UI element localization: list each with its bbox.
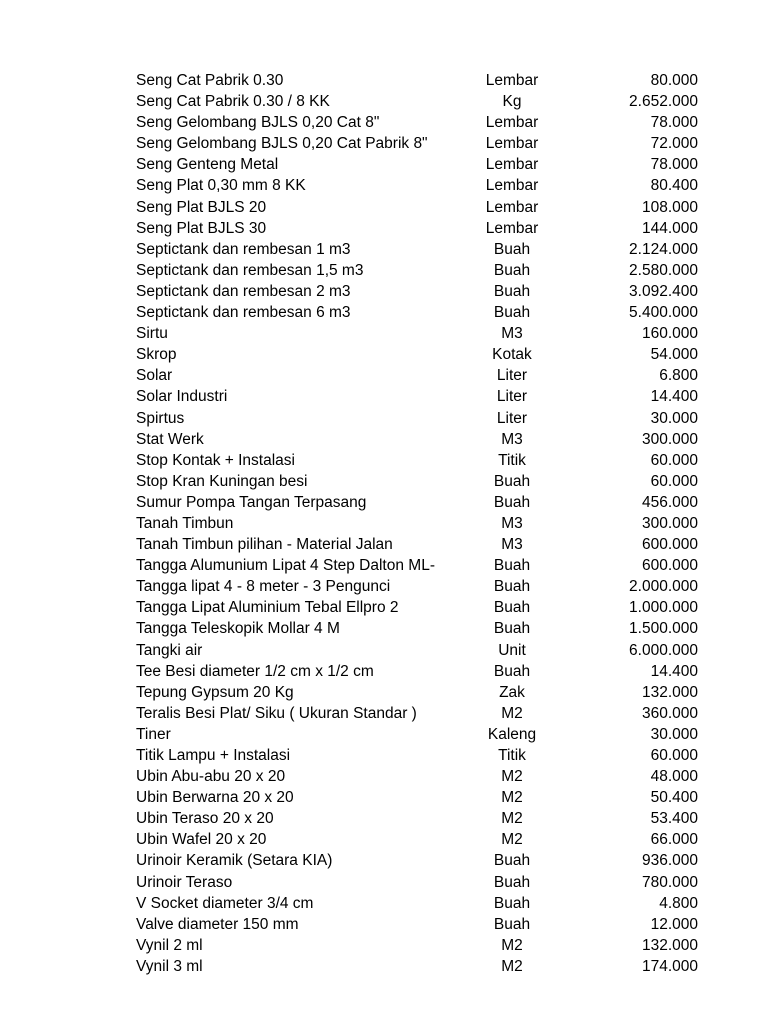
item-name: Seng Cat Pabrik 0.30 (136, 72, 284, 89)
item-name: Tiner (136, 725, 171, 743)
item-name: Tangki air (136, 641, 203, 659)
table-row (0, 850, 768, 871)
item-name: Seng Gelombang BJLS 0,20 Cat 8" (136, 114, 380, 132)
item-unit: Buah (493, 557, 531, 575)
item-price: 53.400 (650, 810, 698, 828)
item-price: 6.000.000 (629, 641, 698, 659)
item-price: 160.000 (641, 325, 698, 343)
table-row (0, 935, 768, 956)
item-unit: Buah (493, 662, 531, 680)
item-price: 780.000 (641, 873, 698, 891)
item-unit: Liter (496, 409, 528, 427)
item-price: 60.000 (650, 472, 698, 490)
item-price: 78.000 (650, 156, 698, 174)
item-name: Tangga Lipat Aluminium Tebal Ellpro 2 (136, 599, 399, 617)
item-unit: Buah (493, 620, 531, 638)
table-row (0, 175, 768, 196)
item-unit: M2 (501, 704, 523, 722)
item-price: 3.092.400 (629, 282, 698, 300)
table-row (0, 597, 768, 618)
item-unit: Buah (493, 599, 531, 617)
table-row (0, 555, 768, 576)
item-name: Ubin Teraso 20 x 20 (136, 810, 274, 828)
item-unit: Zak (499, 683, 525, 701)
item-name: Sumur Pompa Tangan Terpasang (136, 493, 367, 511)
item-name: Spirtus (136, 409, 185, 427)
table-row (0, 133, 768, 154)
table-row (0, 872, 768, 893)
item-price: 54.000 (650, 346, 698, 364)
item-name: Ubin Abu-abu 20 x 20 (136, 768, 286, 786)
item-name: Urinoir Teraso (136, 873, 233, 891)
item-unit: M2 (501, 768, 523, 786)
table-row (0, 323, 768, 344)
item-name: Septictank dan rembesan 6 m3 (136, 304, 351, 322)
table-row (0, 576, 768, 597)
item-name: V Socket diameter 3/4 cm (136, 894, 314, 912)
item-name: Tangga Teleskopik Mollar 4 M (136, 620, 340, 638)
item-unit: Titik (498, 747, 526, 764)
item-price: 108.000 (641, 198, 698, 216)
item-price: 5.400.000 (629, 304, 698, 322)
item-name: Vynil 2 ml (136, 936, 203, 954)
item-price: 174.000 (641, 957, 698, 975)
table-row (0, 640, 768, 661)
item-unit: Buah (493, 915, 531, 933)
item-price: 936.000 (641, 852, 698, 870)
table-row (0, 408, 768, 429)
item-price: 48.000 (650, 768, 698, 786)
item-unit: Lembar (485, 135, 539, 153)
item-unit: Lembar (485, 156, 539, 174)
item-price: 30.000 (650, 409, 698, 427)
table-row (0, 281, 768, 302)
item-name: Vynil 3 ml (136, 957, 203, 975)
table-row (0, 91, 768, 112)
table-row (0, 218, 768, 239)
table-row (0, 386, 768, 407)
item-price: 12.000 (650, 915, 698, 933)
item-name: Valve diameter 150 mm (136, 915, 299, 933)
item-price: 2.124.000 (629, 240, 698, 258)
item-unit: M3 (501, 325, 523, 343)
item-price: 60.000 (650, 747, 698, 764)
item-unit: Liter (496, 367, 528, 385)
item-name: Urinoir Keramik (Setara KIA) (136, 852, 333, 870)
item-name: Titik Lampu + Instalasi (136, 747, 291, 764)
item-unit: M2 (501, 831, 523, 849)
item-price: 60.000 (650, 451, 698, 469)
item-name: Seng Plat BJLS 20 (136, 198, 267, 216)
item-name: Stat Werk (136, 430, 204, 448)
table-row (0, 766, 768, 787)
table-row (0, 513, 768, 534)
table-row (0, 914, 768, 935)
item-unit: M2 (501, 810, 523, 828)
item-unit: Buah (493, 282, 531, 300)
item-name: Tangga lipat 4 - 8 meter - 3 Pengunci (136, 578, 391, 596)
item-unit: Liter (496, 388, 528, 406)
item-unit: Lembar (485, 219, 539, 237)
item-name: Septictank dan rembesan 1 m3 (136, 240, 351, 258)
item-name: Sirtu (136, 325, 168, 343)
item-price: 300.000 (641, 430, 698, 448)
item-unit: Lembar (485, 114, 539, 132)
table-row (0, 492, 768, 513)
item-unit: M2 (501, 936, 523, 954)
item-name: Tanah Timbun (136, 514, 234, 532)
table-row (0, 429, 768, 450)
item-unit: Kaleng (487, 725, 537, 743)
item-name: Tepung Gypsum 20 Kg (136, 683, 294, 701)
item-price: 2.580.000 (629, 261, 698, 279)
item-unit: Lembar (485, 72, 539, 89)
item-price: 600.000 (641, 536, 698, 554)
item-unit: Buah (493, 240, 531, 258)
item-unit: Unit (498, 641, 526, 659)
table-row (0, 302, 768, 323)
item-price: 50.400 (650, 789, 698, 807)
item-price: 14.400 (650, 388, 698, 406)
item-unit: M2 (501, 957, 523, 975)
table-row (0, 450, 768, 471)
item-name: Solar (136, 367, 173, 385)
item-unit: M3 (501, 514, 523, 532)
item-price: 600.000 (641, 557, 698, 575)
table-row (0, 893, 768, 914)
item-name: Teralis Besi Plat/ Siku ( Ukuran Standar ) (136, 704, 417, 722)
table-row (0, 239, 768, 260)
item-price: 30.000 (650, 725, 698, 743)
item-price: 1.000.000 (629, 599, 698, 617)
item-unit: Buah (493, 578, 531, 596)
item-price: 78.000 (650, 114, 698, 132)
item-name: Skrop (136, 346, 177, 364)
item-price: 360.000 (641, 704, 698, 722)
item-unit: Buah (493, 873, 531, 891)
table-row (0, 112, 768, 133)
item-unit: Lembar (485, 198, 539, 216)
table-row (0, 787, 768, 808)
item-name: Septictank dan rembesan 2 m3 (136, 282, 351, 300)
table-row (0, 829, 768, 850)
item-name: Stop Kran Kuningan besi (136, 472, 308, 490)
table-row (0, 197, 768, 218)
item-price: 2.652.000 (629, 93, 698, 111)
item-unit: Buah (493, 261, 531, 279)
item-name: Tanah Timbun pilihan - Material Jalan (136, 536, 393, 554)
item-name: Stop Kontak + Instalasi (136, 451, 295, 469)
item-name: Seng Plat 0,30 mm 8 KK (136, 177, 306, 195)
item-unit: Buah (493, 894, 531, 912)
table-row (0, 703, 768, 724)
table-row (0, 661, 768, 682)
item-name: Solar Industri (136, 388, 228, 406)
table-row (0, 808, 768, 829)
item-unit: Buah (493, 304, 531, 322)
item-name: Seng Gelombang BJLS 0,20 Cat Pabrik 8" (136, 135, 428, 153)
item-price: 1.500.000 (629, 620, 698, 638)
item-name: Seng Genteng Metal (136, 156, 279, 174)
table-row (0, 745, 768, 766)
item-name: Tangga Alumunium Lipat 4 Step Dalton ML- (136, 557, 435, 575)
item-price: 80.000 (650, 72, 698, 89)
item-price: 132.000 (641, 936, 698, 954)
item-price: 66.000 (650, 831, 698, 849)
table-row (0, 365, 768, 386)
item-unit: M2 (501, 789, 523, 807)
item-name: Ubin Wafel 20 x 20 (136, 831, 267, 849)
item-price: 4.800 (659, 894, 698, 912)
item-name: Septictank dan rembesan 1,5 m3 (136, 261, 364, 279)
item-price: 132.000 (641, 683, 698, 701)
item-unit: M3 (501, 536, 523, 554)
item-price: 144.000 (641, 219, 698, 237)
item-unit: Buah (493, 852, 531, 870)
item-name: Seng Plat BJLS 30 (136, 219, 267, 237)
item-price: 80.400 (650, 177, 698, 195)
table-row (0, 682, 768, 703)
item-name: Ubin Berwarna 20 x 20 (136, 789, 294, 807)
table-row (0, 956, 768, 977)
item-price: 2.000.000 (629, 578, 698, 596)
item-name: Seng Cat Pabrik 0.30 / 8 KK (136, 93, 330, 111)
item-price: 300.000 (641, 514, 698, 532)
item-name: Tee Besi diameter 1/2 cm x 1/2 cm (136, 662, 374, 680)
item-unit: Kotak (492, 346, 532, 364)
table-row (0, 344, 768, 365)
item-unit: Buah (493, 472, 531, 490)
item-unit: Buah (493, 493, 531, 511)
item-unit: Titik (498, 451, 526, 469)
table-row (0, 260, 768, 281)
table-row (0, 70, 768, 91)
item-unit: Kg (502, 93, 522, 111)
item-price: 14.400 (650, 662, 698, 680)
table-row (0, 724, 768, 745)
table-row (0, 471, 768, 492)
item-price: 456.000 (641, 493, 698, 511)
table-row (0, 534, 768, 555)
table-row (0, 154, 768, 175)
table-row (0, 618, 768, 639)
item-price: 6.800 (659, 367, 698, 385)
item-unit: M3 (501, 430, 523, 448)
item-price: 72.000 (650, 135, 698, 153)
price-list (0, 70, 768, 977)
item-unit: Lembar (485, 177, 539, 195)
